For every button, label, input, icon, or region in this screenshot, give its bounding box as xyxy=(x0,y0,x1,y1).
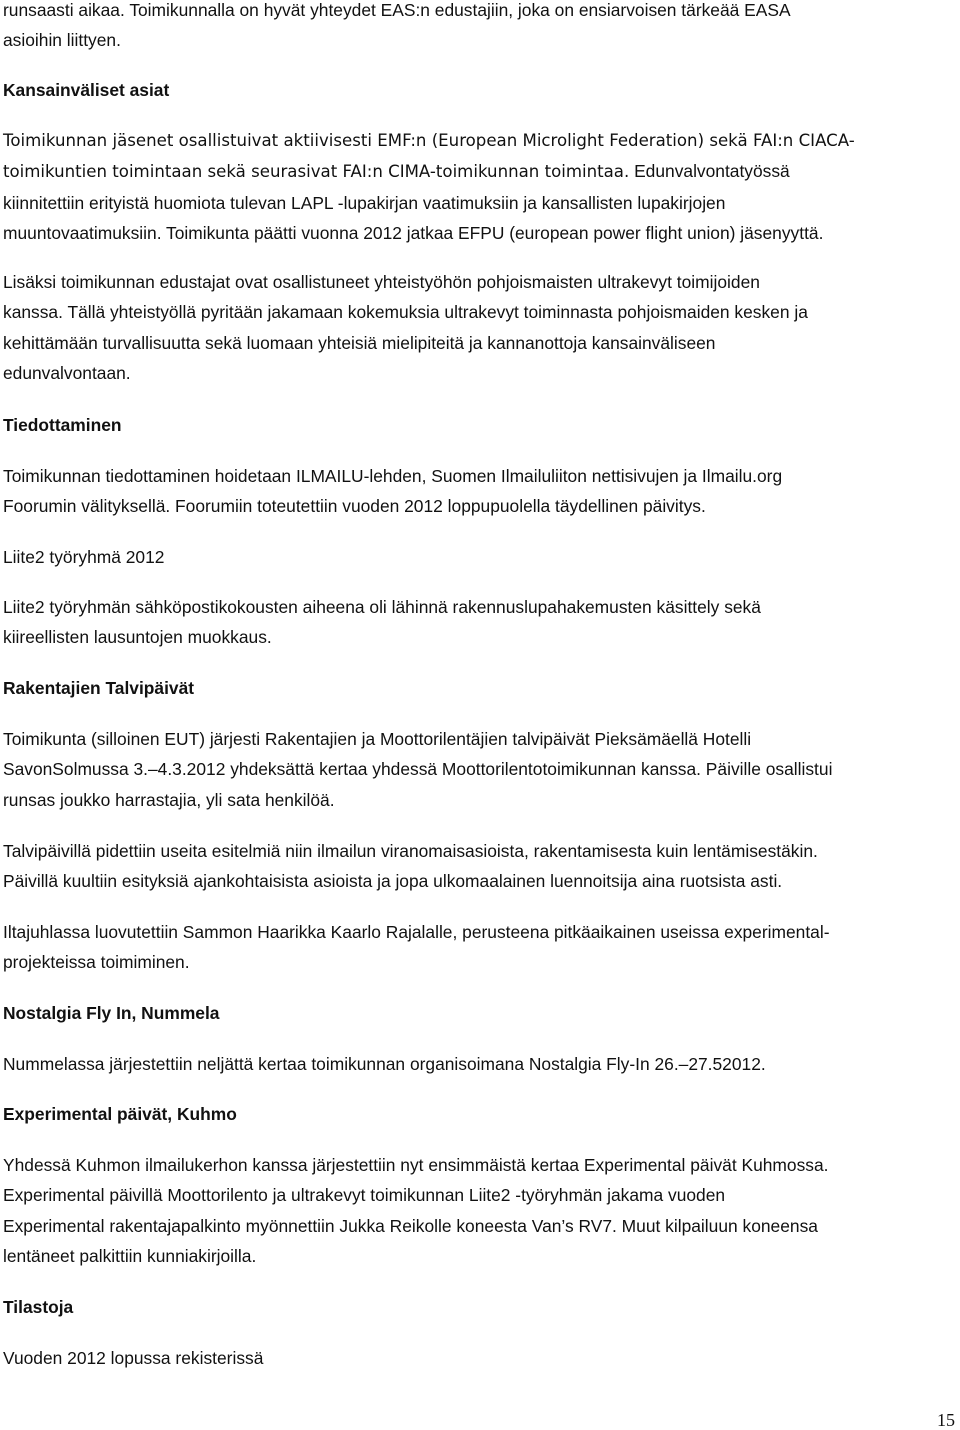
international-p2-line-4: edunvalvontaan. xyxy=(3,363,131,384)
winter-days-p1-line-3: runsas joukko harrastajia, yli sata henkilöä. xyxy=(3,789,335,810)
international-p1-line-4: muuntovaatimuksiin. Toimikunta päätti vuonna 2012 jatkaa EFPU (european power flight union) jäsenyyttä. xyxy=(3,223,824,244)
experimental-paragraph xyxy=(3,1150,955,1272)
communication-paragraph xyxy=(3,461,955,522)
international-paragraph-2 xyxy=(3,267,955,389)
nostalgia-line-1: Nummelassa järjestettiin neljättä kertaa toimikunnan organisoimana Nostalgia Fly-In 26.–27.52012. xyxy=(3,1054,766,1074)
winter-days-p3-line-2: projekteissa toimiminen. xyxy=(3,952,190,973)
winter-days-paragraph-2 xyxy=(3,836,955,897)
statistics-line-1: Vuoden 2012 lopussa rekisterissä xyxy=(3,1348,264,1368)
section-heading-statistics: Tilastoja xyxy=(3,1297,74,1317)
international-p2-line-1: Lisäksi toimikunnan edustajat ovat osallistuneet yhteistyöhön pohjoismaisten ultrakevyt toimijoiden xyxy=(3,272,760,292)
communication-line-1: Toimikunnan tiedottaminen hoidetaan ILMAILU-lehden, Suomen Ilmailuliiton nettisivujen ja Ilmailu.org xyxy=(3,466,783,486)
communication-line-2: Foorumin välityksellä. Foorumiin toteutettiin vuoden 2012 loppupuolella täydellinen päivitys. xyxy=(3,496,706,517)
international-p2-line-3: kehittämään turvallisuutta sekä luomaan yhteisiä mielipiteitä ja kannanottoja kansainväliseen xyxy=(3,332,716,353)
working-group-line-2: kiireellisten lausuntojen muokkaus. xyxy=(3,627,272,648)
section-heading-winter-days: Rakentajien Talvipäivät xyxy=(3,678,195,698)
winter-days-paragraph-3 xyxy=(3,917,955,978)
international-p1-line-2b: Edunvalvontatyössä xyxy=(629,161,790,182)
international-p1-line-3: kiinnitettiin erityistä huomiota tulevan LAPL -lupakirjan vaatimuksiin ja kansallisten lupakirjojen xyxy=(3,192,726,213)
statistics-paragraph xyxy=(3,1343,955,1373)
international-p1-line-1: Toimikunnan jäsenet osallistuivat aktiivisesti EMF:n (European Microlight Federation) sekä FAI:n CIACA- xyxy=(3,131,855,150)
international-p2-line-2: kanssa. Tällä yhteistyöllä pyritään jakamaan kokemuksia ultrakevyt toiminnasta pohjoismaiden kesken ja xyxy=(3,302,808,323)
winter-days-p1-line-1: Toimikunta (silloinen EUT) järjesti Rakentajien ja Moottorilentäjien talvipäivät Pieksämäellä Hotelli xyxy=(3,729,752,749)
intro-line-1: runsaasti aikaa. Toimikunnalla on hyvät yhteydet EAS:n edustajiin, joka on ensiarvoisen tärkeää EASA xyxy=(3,0,791,20)
winter-days-p2-line-2: Päivillä kuultiin esityksiä ajankohtaisista asioista ja jopa ulkomaalainen luennoitsija aina ruotsista asti. xyxy=(3,871,783,892)
experimental-line-1: Yhdessä Kuhmon ilmailukerhon kanssa järjestettiin nyt ensimmäistä kertaa Experimental päivät Kuhmossa. xyxy=(3,1155,829,1175)
nostalgia-paragraph xyxy=(3,1049,955,1079)
winter-days-paragraph-1 xyxy=(3,724,955,815)
page-number: 15 xyxy=(937,1410,955,1430)
section-heading-international: Kansainväliset asiat xyxy=(3,80,170,100)
winter-days-p3-line-1: Iltajuhlassa luovutettiin Sammon Haarikka Kaarlo Rajalalle, perusteena pitkäaikainen useissa experimental- xyxy=(3,922,830,942)
experimental-line-3: Experimental rakentajapalkinto myönnettiin Jukka Reikolle koneesta Van’s RV7. Muut kilpailuun koneensa xyxy=(3,1215,818,1236)
intro-paragraph xyxy=(3,0,955,56)
section-heading-experimental: Experimental päivät, Kuhmo xyxy=(3,1104,237,1124)
intro-line-2: asioihin liittyen. xyxy=(3,30,121,51)
experimental-line-4: lentäneet palkittiin kunniakirjoilla. xyxy=(3,1246,257,1267)
section-heading-nostalgia: Nostalgia Fly In, Nummela xyxy=(3,1003,220,1023)
section-heading-working-group: Liite2 työryhmä 2012 xyxy=(3,547,165,567)
experimental-line-2: Experimental päivillä Moottorilento ja ultrakevyt toimikunnan Liite2 -työryhmän jakama vuoden xyxy=(3,1185,726,1206)
section-heading-communication: Tiedottaminen xyxy=(3,415,122,435)
international-p1-line-2 xyxy=(3,156,955,187)
working-group-line-1: Liite2 työryhmän sähköpostikokousten aiheena oli lähinnä rakennuslupahakemusten käsittely sekä xyxy=(3,597,761,617)
international-paragraph-1 xyxy=(3,126,955,249)
winter-days-p2-line-1: Talvipäivillä pidettiin useita esitelmiä niin ilmailun viranomaisasioista, rakentamisesta kuin lentämisestäkin. xyxy=(3,841,818,861)
international-p1-line-2a: toimikuntien toimintaan sekä seurasivat FAI:n CIMA-toimikunnan toimintaa. xyxy=(3,162,630,182)
working-group-paragraph xyxy=(3,592,955,653)
winter-days-p1-line-2: SavonSolmussa 3.–4.3.2012 yhdeksättä kertaa yhdessä Moottorilentotoimikunnan kanssa. Päiville osallistui xyxy=(3,759,833,780)
